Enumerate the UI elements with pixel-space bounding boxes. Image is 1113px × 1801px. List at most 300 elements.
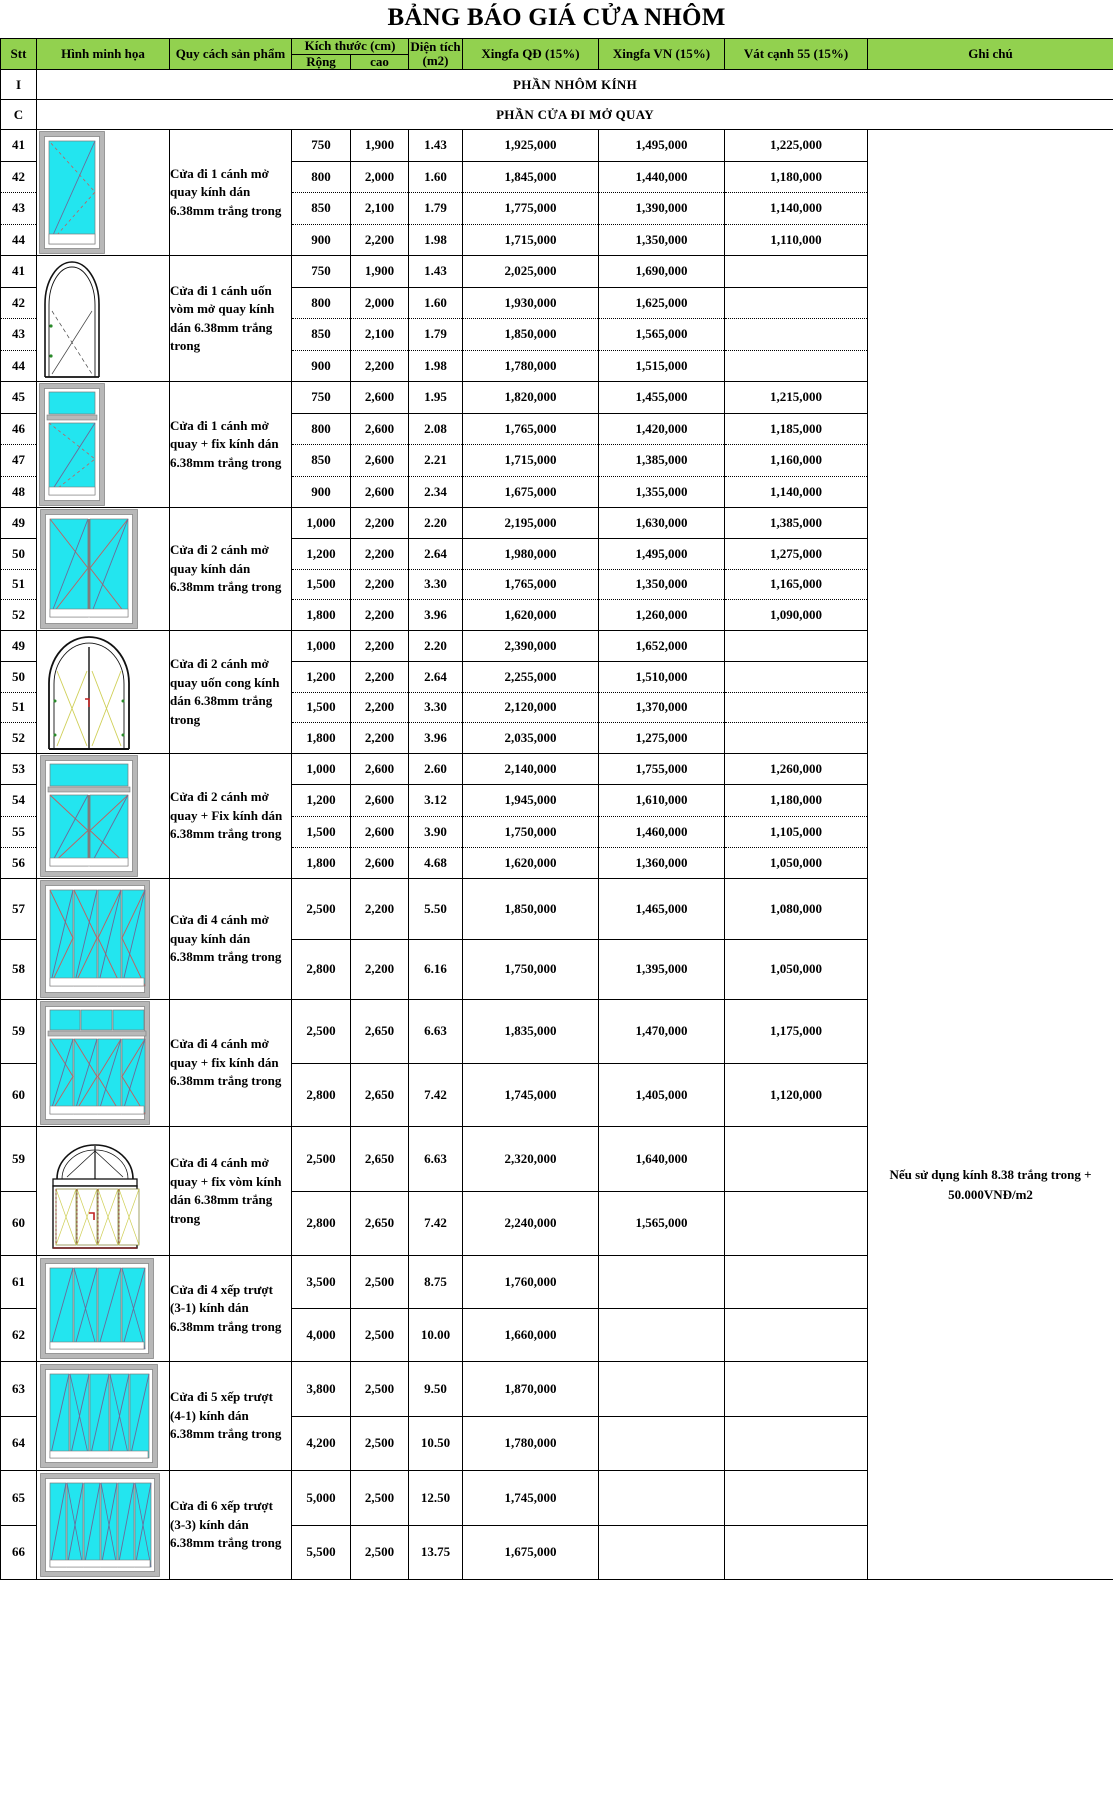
row-price-xingfa-qd: 1,930,000 [463, 287, 599, 319]
row-height: 1,900 [351, 256, 409, 288]
row-stt: 59 [1, 1127, 37, 1192]
row-price-xingfa-vn: 1,652,000 [599, 631, 725, 662]
row-price-xingfa-vn: 1,510,000 [599, 661, 725, 692]
row-price-xingfa-qd: 2,390,000 [463, 631, 599, 662]
row-area: 6.63 [409, 1000, 463, 1064]
row-price-vat-canh-55 [725, 1256, 868, 1309]
row-price-xingfa-vn: 1,455,000 [599, 382, 725, 414]
row-height: 2,000 [351, 161, 409, 193]
row-area: 1.98 [409, 350, 463, 382]
row-stt: 54 [1, 785, 37, 816]
row-area: 8.75 [409, 1256, 463, 1309]
row-price-xingfa-vn: 1,390,000 [599, 193, 725, 225]
row-price-vat-canh-55: 1,385,000 [725, 508, 868, 539]
row-width: 800 [292, 287, 351, 319]
row-price-xingfa-vn: 1,395,000 [599, 939, 725, 1000]
row-price-vat-canh-55 [725, 692, 868, 723]
row-width: 2,500 [292, 879, 351, 940]
header-row-1 [1, 39, 1113, 55]
door-4-fold-slide-icon [37, 1256, 170, 1362]
door-6-fold-slide-icon [37, 1471, 170, 1580]
row-height: 2,500 [351, 1309, 409, 1362]
row-height: 2,200 [351, 600, 409, 631]
row-price-vat-canh-55 [725, 1525, 868, 1580]
row-price-vat-canh-55: 1,260,000 [725, 754, 868, 785]
row-stt: 56 [1, 847, 37, 878]
row-price-vat-canh-55 [725, 350, 868, 382]
row-area: 1.98 [409, 224, 463, 256]
col-header-height: cao [351, 54, 409, 70]
row-stt: 47 [1, 445, 37, 477]
row-area: 1.60 [409, 287, 463, 319]
row-price-xingfa-vn [599, 1362, 725, 1417]
row-area: 1.79 [409, 193, 463, 225]
door-2-panel-arch-icon [37, 631, 170, 754]
row-area: 1.79 [409, 319, 463, 351]
note-text: Nếu sử dụng kính 8.38 trắng trong + 50.000VNĐ/m2 [889, 1167, 1092, 1202]
row-width: 4,000 [292, 1309, 351, 1362]
row-area: 2.20 [409, 631, 463, 662]
row-area: 7.42 [409, 1063, 463, 1127]
row-price-xingfa-qd: 1,765,000 [463, 413, 599, 445]
row-stt: 42 [1, 161, 37, 193]
row-price-vat-canh-55: 1,180,000 [725, 161, 868, 193]
row-stt: 55 [1, 816, 37, 847]
row-width: 800 [292, 413, 351, 445]
section-code: I [1, 70, 37, 100]
row-width: 5,500 [292, 1525, 351, 1580]
row-price-xingfa-qd: 2,035,000 [463, 723, 599, 754]
row-price-xingfa-vn: 1,405,000 [599, 1063, 725, 1127]
row-price-vat-canh-55: 1,080,000 [725, 879, 868, 940]
row-price-vat-canh-55 [725, 631, 868, 662]
row-price-xingfa-vn: 1,565,000 [599, 1191, 725, 1256]
row-area: 3.12 [409, 785, 463, 816]
row-height: 2,600 [351, 754, 409, 785]
row-height: 2,000 [351, 287, 409, 319]
row-price-xingfa-vn: 1,275,000 [599, 723, 725, 754]
row-height: 2,600 [351, 816, 409, 847]
row-price-xingfa-vn: 1,610,000 [599, 785, 725, 816]
row-width: 850 [292, 319, 351, 351]
row-height: 2,600 [351, 476, 409, 508]
row-price-vat-canh-55: 1,050,000 [725, 847, 868, 878]
row-stt: 59 [1, 1000, 37, 1064]
row-width: 900 [292, 224, 351, 256]
row-area: 2.20 [409, 508, 463, 539]
row-stt: 49 [1, 631, 37, 662]
col-header-image: Hình minh họa [37, 39, 170, 70]
row-width: 1,800 [292, 847, 351, 878]
row-height: 2,500 [351, 1471, 409, 1526]
row-price-xingfa-qd: 1,660,000 [463, 1309, 599, 1362]
row-price-vat-canh-55: 1,105,000 [725, 816, 868, 847]
row-width: 750 [292, 130, 351, 162]
row-height: 2,600 [351, 847, 409, 878]
section-row [1, 100, 1113, 130]
row-stt: 63 [1, 1362, 37, 1417]
row-stt: 41 [1, 256, 37, 288]
row-height: 2,200 [351, 723, 409, 754]
row-width: 750 [292, 382, 351, 414]
row-price-vat-canh-55: 1,175,000 [725, 1000, 868, 1064]
row-height: 2,200 [351, 569, 409, 600]
row-price-xingfa-vn: 1,565,000 [599, 319, 725, 351]
row-price-xingfa-vn [599, 1471, 725, 1526]
row-spec: Cửa đi 1 cánh uốn vòm mở quay kính dán 6.38mm trắng trong [170, 256, 292, 382]
row-spec: Cửa đi 4 cánh mở quay kính dán 6.38mm trắng trong [170, 879, 292, 1000]
row-area: 3.96 [409, 600, 463, 631]
door-1-panel-arch-icon [37, 256, 170, 382]
row-width: 1,800 [292, 723, 351, 754]
note-column-cell [868, 130, 1113, 1580]
row-price-xingfa-vn: 1,625,000 [599, 287, 725, 319]
row-price-xingfa-qd: 2,025,000 [463, 256, 599, 288]
row-price-xingfa-vn [599, 1525, 725, 1580]
row-area: 2.64 [409, 538, 463, 569]
page-title: BẢNG BÁO GIÁ CỬA NHÔM [387, 4, 726, 31]
row-height: 2,650 [351, 1127, 409, 1192]
door-5-fold-slide-icon [37, 1362, 170, 1471]
row-spec: Cửa đi 1 cánh mở quay kính dán 6.38mm trắng trong [170, 130, 292, 256]
row-price-vat-canh-55: 1,090,000 [725, 600, 868, 631]
row-price-vat-canh-55: 1,225,000 [725, 130, 868, 162]
row-price-xingfa-vn: 1,460,000 [599, 816, 725, 847]
row-price-xingfa-vn: 1,360,000 [599, 847, 725, 878]
row-price-xingfa-vn: 1,690,000 [599, 256, 725, 288]
row-price-xingfa-qd: 2,320,000 [463, 1127, 599, 1192]
col-header-note: Ghi chú [868, 39, 1113, 70]
row-price-xingfa-qd: 1,675,000 [463, 1525, 599, 1580]
row-width: 4,200 [292, 1416, 351, 1471]
row-price-vat-canh-55: 1,165,000 [725, 569, 868, 600]
section-code: C [1, 100, 37, 130]
row-price-xingfa-qd: 1,870,000 [463, 1362, 599, 1417]
row-price-xingfa-vn [599, 1256, 725, 1309]
row-price-xingfa-vn: 1,465,000 [599, 879, 725, 940]
section-title: PHẦN CỬA ĐI MỞ QUAY [37, 100, 1113, 130]
row-price-xingfa-vn: 1,640,000 [599, 1127, 725, 1192]
price-table [0, 38, 1113, 1580]
row-width: 1,200 [292, 661, 351, 692]
row-stt: 61 [1, 1256, 37, 1309]
row-price-xingfa-qd: 1,745,000 [463, 1471, 599, 1526]
row-price-xingfa-qd: 1,925,000 [463, 130, 599, 162]
table-header [1, 39, 1113, 70]
row-price-xingfa-qd: 1,750,000 [463, 939, 599, 1000]
row-price-vat-canh-55 [725, 723, 868, 754]
row-width: 1,800 [292, 600, 351, 631]
row-price-xingfa-vn: 1,515,000 [599, 350, 725, 382]
row-price-xingfa-vn: 1,370,000 [599, 692, 725, 723]
row-width: 2,800 [292, 1191, 351, 1256]
col-header-width: Rộng [292, 54, 351, 70]
row-area: 6.16 [409, 939, 463, 1000]
row-price-xingfa-qd: 1,835,000 [463, 1000, 599, 1064]
row-height: 2,200 [351, 939, 409, 1000]
row-price-vat-canh-55 [725, 1471, 868, 1526]
row-area: 3.30 [409, 569, 463, 600]
row-price-vat-canh-55 [725, 1127, 868, 1192]
section-title: PHẦN NHÔM KÍNH [37, 70, 1113, 100]
row-area: 3.90 [409, 816, 463, 847]
row-price-xingfa-qd: 1,745,000 [463, 1063, 599, 1127]
row-price-vat-canh-55: 1,180,000 [725, 785, 868, 816]
row-area: 12.50 [409, 1471, 463, 1526]
row-price-vat-canh-55: 1,050,000 [725, 939, 868, 1000]
row-spec: Cửa đi 2 cánh mở quay uốn cong kính dán 6.38mm trắng trong [170, 631, 292, 754]
row-stt: 52 [1, 723, 37, 754]
row-stt: 46 [1, 413, 37, 445]
table-row [1, 130, 1113, 162]
row-stt: 44 [1, 350, 37, 382]
row-price-vat-canh-55: 1,160,000 [725, 445, 868, 477]
row-stt: 57 [1, 879, 37, 940]
row-height: 2,200 [351, 538, 409, 569]
row-price-xingfa-vn [599, 1309, 725, 1362]
row-price-xingfa-qd: 2,240,000 [463, 1191, 599, 1256]
row-price-xingfa-qd: 2,120,000 [463, 692, 599, 723]
row-area: 10.50 [409, 1416, 463, 1471]
row-height: 2,100 [351, 319, 409, 351]
row-price-xingfa-vn: 1,630,000 [599, 508, 725, 539]
row-width: 3,800 [292, 1362, 351, 1417]
row-spec: Cửa đi 6 xếp trượt (3-3) kính dán 6.38mm trắng trong [170, 1471, 292, 1580]
row-area: 13.75 [409, 1525, 463, 1580]
row-width: 850 [292, 193, 351, 225]
row-price-xingfa-qd: 1,820,000 [463, 382, 599, 414]
row-price-vat-canh-55 [725, 1416, 868, 1471]
row-width: 5,000 [292, 1471, 351, 1526]
row-height: 2,600 [351, 413, 409, 445]
row-spec: Cửa đi 5 xếp trượt (4-1) kính dán 6.38mm trắng trong [170, 1362, 292, 1471]
row-stt: 43 [1, 319, 37, 351]
row-height: 2,500 [351, 1256, 409, 1309]
row-stt: 51 [1, 569, 37, 600]
row-price-vat-canh-55: 1,215,000 [725, 382, 868, 414]
row-height: 2,600 [351, 382, 409, 414]
row-height: 2,500 [351, 1416, 409, 1471]
row-width: 1,000 [292, 631, 351, 662]
row-width: 800 [292, 161, 351, 193]
row-area: 10.00 [409, 1309, 463, 1362]
row-price-xingfa-vn: 1,495,000 [599, 130, 725, 162]
row-price-xingfa-qd: 1,675,000 [463, 476, 599, 508]
row-stt: 44 [1, 224, 37, 256]
door-4-panel-fix-icon [37, 1000, 170, 1127]
row-spec: Cửa đi 4 xếp trượt (3-1) kính dán 6.38mm trắng trong [170, 1256, 292, 1362]
row-height: 2,200 [351, 692, 409, 723]
row-height: 2,500 [351, 1362, 409, 1417]
door-1-panel-swing-icon [37, 130, 170, 256]
row-width: 1,500 [292, 569, 351, 600]
row-stt: 45 [1, 382, 37, 414]
row-area: 2.64 [409, 661, 463, 692]
col-header-area: Diện tích (m2) [410, 38, 461, 69]
row-height: 2,500 [351, 1525, 409, 1580]
row-price-xingfa-vn: 1,420,000 [599, 413, 725, 445]
row-price-xingfa-qd: 1,750,000 [463, 816, 599, 847]
row-stt: 50 [1, 661, 37, 692]
row-price-vat-canh-55: 1,185,000 [725, 413, 868, 445]
row-width: 1,500 [292, 692, 351, 723]
row-price-xingfa-qd: 1,765,000 [463, 569, 599, 600]
row-stt: 64 [1, 1416, 37, 1471]
row-width: 2,800 [292, 1063, 351, 1127]
row-height: 2,200 [351, 879, 409, 940]
row-area: 2.08 [409, 413, 463, 445]
row-price-xingfa-qd: 1,620,000 [463, 847, 599, 878]
row-price-xingfa-qd: 1,760,000 [463, 1256, 599, 1309]
row-area: 2.60 [409, 754, 463, 785]
row-height: 1,900 [351, 130, 409, 162]
col-header-size-group: Kích thước (cm) [292, 39, 409, 55]
door-2-panel-fix-icon [37, 754, 170, 879]
row-width: 750 [292, 256, 351, 288]
row-stt: 60 [1, 1063, 37, 1127]
row-area: 4.68 [409, 847, 463, 878]
row-stt: 60 [1, 1191, 37, 1256]
row-area: 2.21 [409, 445, 463, 477]
row-price-vat-canh-55 [725, 1362, 868, 1417]
row-price-xingfa-vn: 1,260,000 [599, 600, 725, 631]
col-header-stt: Stt [1, 39, 37, 70]
row-height: 2,200 [351, 508, 409, 539]
row-price-xingfa-qd: 1,850,000 [463, 879, 599, 940]
row-area: 1.60 [409, 161, 463, 193]
row-width: 2,500 [292, 1127, 351, 1192]
row-width: 1,000 [292, 754, 351, 785]
row-width: 900 [292, 350, 351, 382]
row-price-xingfa-vn: 1,755,000 [599, 754, 725, 785]
row-price-xingfa-qd: 1,980,000 [463, 538, 599, 569]
row-stt: 41 [1, 130, 37, 162]
door-4-panel-arch-fix-icon [37, 1127, 170, 1256]
row-spec: Cửa đi 4 cánh mở quay + fix kính dán 6.38mm trắng trong [170, 1000, 292, 1127]
row-stt: 65 [1, 1471, 37, 1526]
col-header-price-xingfa-qd: Xingfa QĐ (15%) [463, 39, 599, 70]
row-stt: 42 [1, 287, 37, 319]
row-height: 2,200 [351, 631, 409, 662]
row-price-xingfa-qd: 1,850,000 [463, 319, 599, 351]
row-price-vat-canh-55 [725, 287, 868, 319]
row-price-xingfa-qd: 2,140,000 [463, 754, 599, 785]
row-width: 1,200 [292, 538, 351, 569]
col-header-price-xingfa-vn: Xingfa VN (15%) [599, 39, 725, 70]
row-price-vat-canh-55: 1,140,000 [725, 476, 868, 508]
row-width: 850 [292, 445, 351, 477]
row-width: 2,500 [292, 1000, 351, 1064]
row-stt: 62 [1, 1309, 37, 1362]
row-area: 3.96 [409, 723, 463, 754]
row-price-vat-canh-55 [725, 319, 868, 351]
row-price-vat-canh-55: 1,275,000 [725, 538, 868, 569]
row-height: 2,600 [351, 445, 409, 477]
row-price-xingfa-qd: 1,780,000 [463, 1416, 599, 1471]
row-stt: 52 [1, 600, 37, 631]
col-header-price-vat-canh-55: Vát cạnh 55 (15%) [725, 39, 868, 70]
row-price-xingfa-vn: 1,350,000 [599, 569, 725, 600]
row-price-xingfa-qd: 1,780,000 [463, 350, 599, 382]
row-price-xingfa-qd: 1,945,000 [463, 785, 599, 816]
row-price-xingfa-qd: 1,620,000 [463, 600, 599, 631]
row-area: 6.63 [409, 1127, 463, 1192]
row-stt: 49 [1, 508, 37, 539]
row-area: 1.43 [409, 130, 463, 162]
row-height: 2,650 [351, 1191, 409, 1256]
row-price-xingfa-vn: 1,470,000 [599, 1000, 725, 1064]
row-height: 2,600 [351, 785, 409, 816]
row-area: 1.43 [409, 256, 463, 288]
row-stt: 66 [1, 1525, 37, 1580]
row-stt: 51 [1, 692, 37, 723]
row-stt: 53 [1, 754, 37, 785]
row-stt: 58 [1, 939, 37, 1000]
row-area: 3.30 [409, 692, 463, 723]
row-height: 2,200 [351, 350, 409, 382]
row-price-xingfa-qd: 2,255,000 [463, 661, 599, 692]
door-1-panel-fix-icon [37, 382, 170, 508]
row-price-xingfa-qd: 1,775,000 [463, 193, 599, 225]
section-row [1, 70, 1113, 100]
row-price-xingfa-vn: 1,350,000 [599, 224, 725, 256]
row-spec: Cửa đi 4 cánh mở quay + fix vòm kính dán 6.38mm trắng trong [170, 1127, 292, 1256]
row-spec: Cửa đi 2 cánh mở quay kính dán 6.38mm trắng trong [170, 508, 292, 631]
door-2-panel-swing-icon [37, 508, 170, 631]
row-height: 2,650 [351, 1063, 409, 1127]
row-price-xingfa-vn [599, 1416, 725, 1471]
row-price-vat-canh-55 [725, 661, 868, 692]
row-stt: 48 [1, 476, 37, 508]
row-area: 2.34 [409, 476, 463, 508]
row-width: 2,800 [292, 939, 351, 1000]
row-price-vat-canh-55: 1,120,000 [725, 1063, 868, 1127]
row-price-vat-canh-55 [725, 256, 868, 288]
row-area: 1.95 [409, 382, 463, 414]
row-price-vat-canh-55: 1,110,000 [725, 224, 868, 256]
row-stt: 43 [1, 193, 37, 225]
row-price-vat-canh-55 [725, 1309, 868, 1362]
row-height: 2,200 [351, 661, 409, 692]
row-price-vat-canh-55: 1,140,000 [725, 193, 868, 225]
row-height: 2,100 [351, 193, 409, 225]
row-area: 9.50 [409, 1362, 463, 1417]
row-price-xingfa-vn: 1,495,000 [599, 538, 725, 569]
col-header-spec: Quy cách sản phẩm [170, 39, 292, 70]
row-height: 2,650 [351, 1000, 409, 1064]
table-body [1, 70, 1113, 1580]
row-price-vat-canh-55 [725, 1191, 868, 1256]
row-stt: 50 [1, 538, 37, 569]
row-spec: Cửa đi 2 cánh mở quay + Fix kính dán 6.38mm trắng trong [170, 754, 292, 879]
row-width: 3,500 [292, 1256, 351, 1309]
row-price-xingfa-qd: 2,195,000 [463, 508, 599, 539]
row-height: 2,200 [351, 224, 409, 256]
row-price-xingfa-qd: 1,845,000 [463, 161, 599, 193]
row-width: 1,500 [292, 816, 351, 847]
row-price-xingfa-vn: 1,440,000 [599, 161, 725, 193]
row-price-xingfa-vn: 1,385,000 [599, 445, 725, 477]
row-price-xingfa-qd: 1,715,000 [463, 224, 599, 256]
row-spec: Cửa đi 1 cánh mở quay + fix kính dán 6.38mm trắng trong [170, 382, 292, 508]
row-area: 5.50 [409, 879, 463, 940]
row-price-xingfa-qd: 1,715,000 [463, 445, 599, 477]
door-4-panel-swing-icon [37, 879, 170, 1000]
row-width: 1,200 [292, 785, 351, 816]
row-price-xingfa-vn: 1,355,000 [599, 476, 725, 508]
row-width: 900 [292, 476, 351, 508]
row-width: 1,000 [292, 508, 351, 539]
